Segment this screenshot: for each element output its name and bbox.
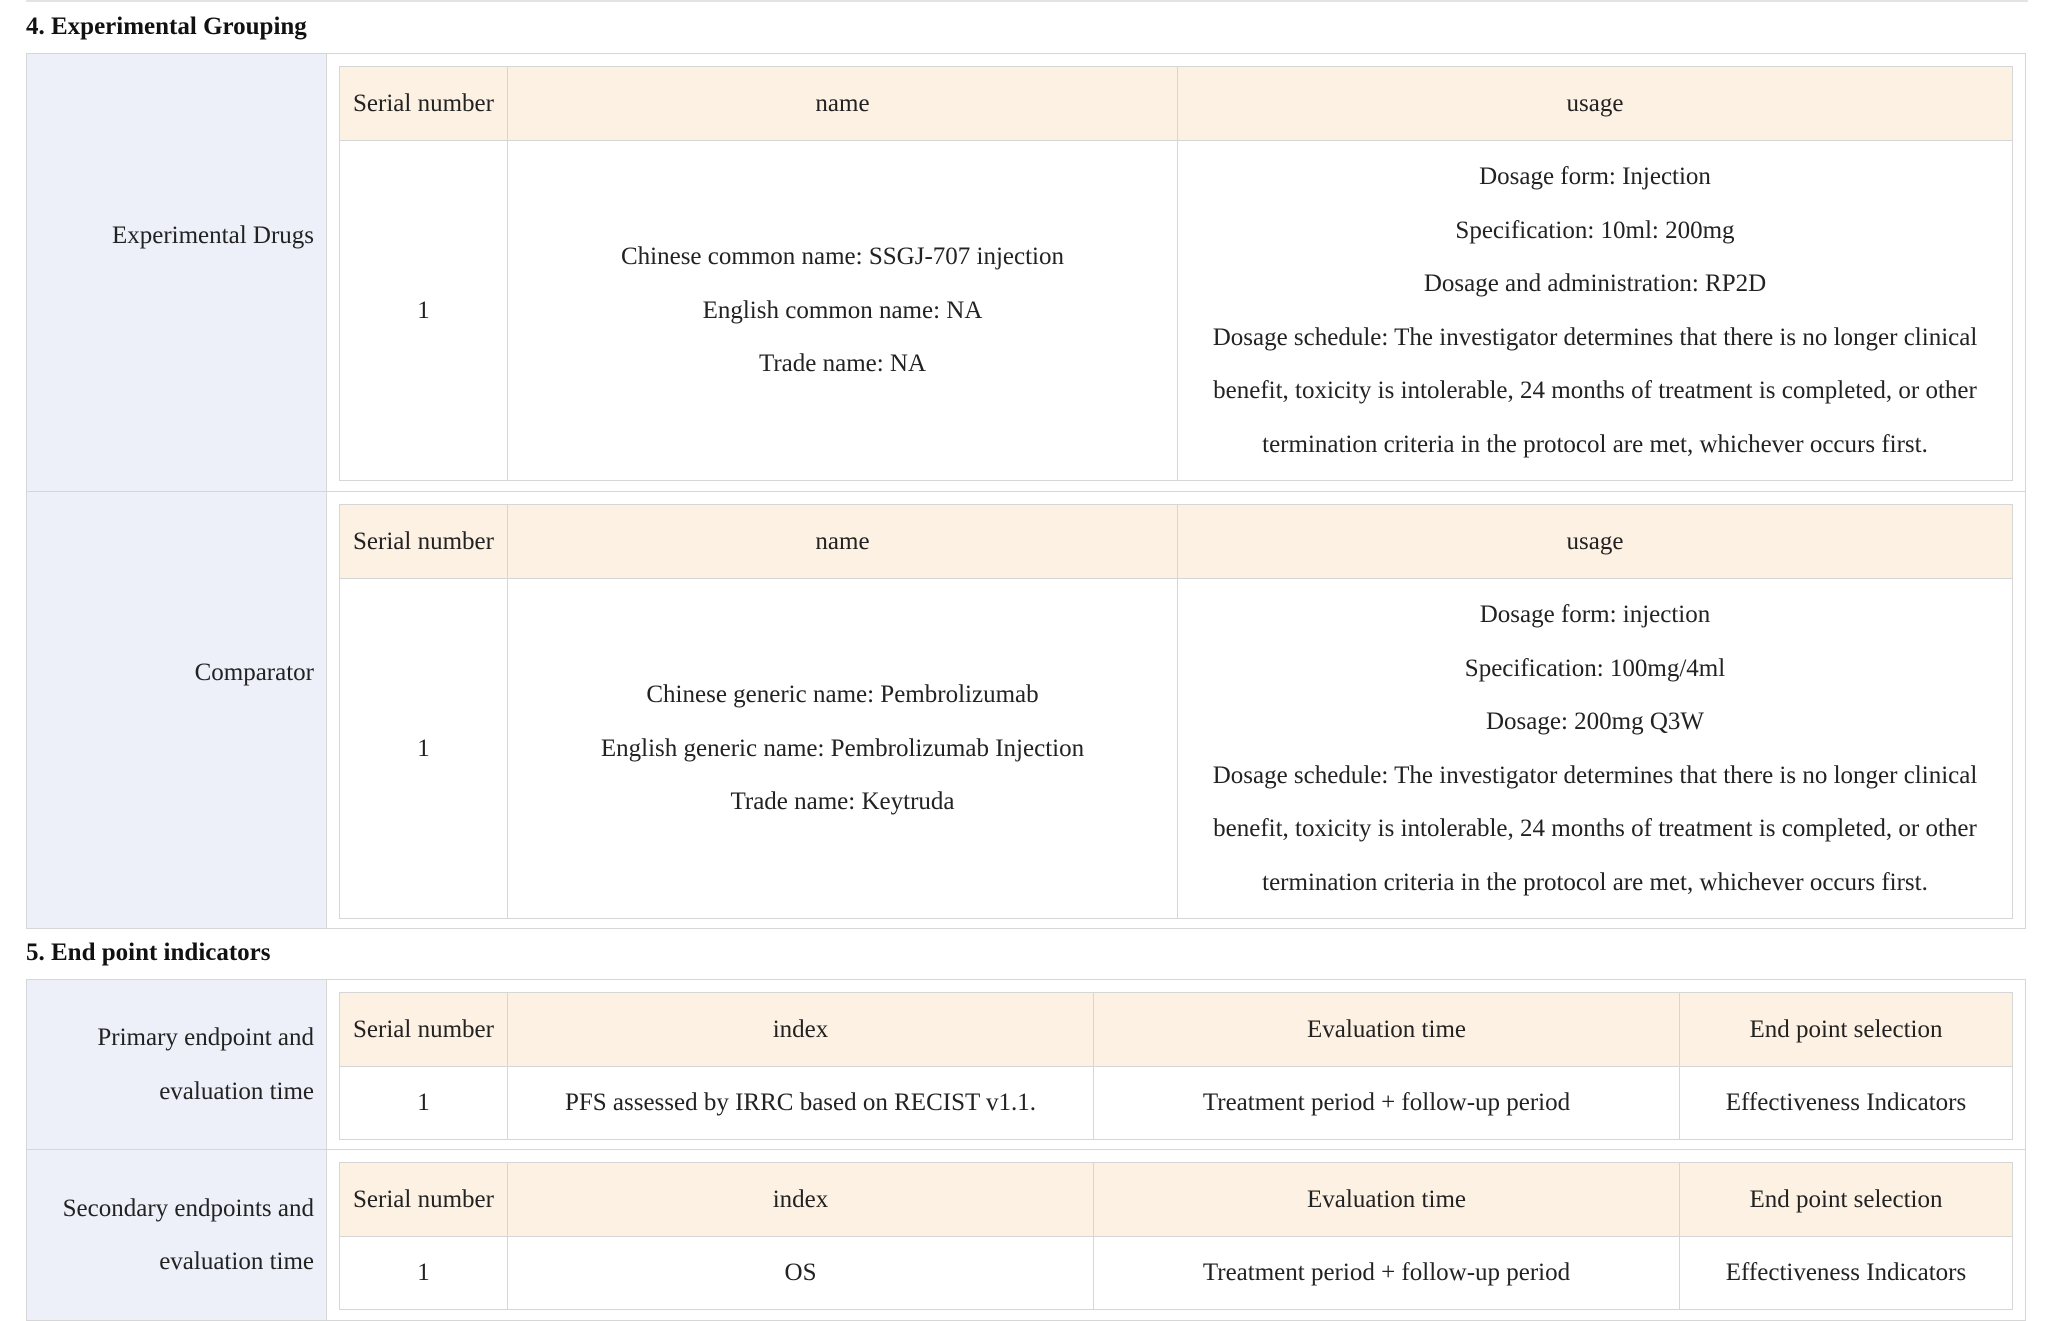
drug-table <box>339 66 2013 481</box>
cell-serial: 1 <box>340 1237 508 1310</box>
cell-end-point-selection: Effectiveness Indicators <box>1680 1067 2013 1140</box>
usage-line: Dosage schedule: The investigator determines that there is no longer clinical <box>1212 761 1978 789</box>
name-line: English common name: NA <box>702 296 983 324</box>
row-label-text: Secondary endpoints and <box>62 1194 314 1222</box>
header-end-point-selection: End point selection <box>1680 993 2013 1067</box>
drug-table <box>339 504 2013 919</box>
cell-serial: 1 <box>340 1067 508 1140</box>
row-label <box>27 1150 327 1320</box>
grouping-row-comparator <box>27 492 2025 928</box>
table-header-row <box>340 1163 2013 1237</box>
cell-index: PFS assessed by IRRC based on RECIST v1.1. <box>508 1067 1094 1140</box>
row-content <box>327 54 2025 491</box>
header-serial-number: Serial number <box>340 993 508 1067</box>
table-row <box>340 579 2013 919</box>
section-title-experimental-grouping: 4. Experimental Grouping <box>26 13 307 40</box>
row-label <box>27 54 327 491</box>
cell-name <box>508 579 1178 919</box>
cell-usage <box>1178 141 2013 481</box>
header-serial-number: Serial number <box>340 67 508 141</box>
header-index: index <box>508 1163 1094 1237</box>
row-label-text: evaluation time <box>159 1248 314 1275</box>
cell-index: OS <box>508 1237 1094 1310</box>
header-serial-number: Serial number <box>340 505 508 579</box>
usage-line: Dosage form: Injection <box>1479 163 1711 190</box>
row-content <box>327 1150 2025 1320</box>
table-row <box>340 1237 2013 1310</box>
usage-line: termination criteria in the protocol are met, whichever occurs first. <box>1262 430 1928 458</box>
row-label-text: Primary endpoint and <box>97 1024 314 1051</box>
usage-line: benefit, toxicity is intolerable, 24 months of treatment is completed, or other <box>1213 377 1977 404</box>
endpoint-inner-table <box>339 1162 2013 1310</box>
cell-evaluation-time: Treatment period + follow-up period <box>1094 1067 1680 1140</box>
name-line: English generic name: Pembrolizumab Injection <box>600 734 1085 762</box>
name-line: Chinese common name: SSGJ-707 injection <box>620 243 1064 271</box>
endpoint-row-secondary <box>27 1150 2025 1320</box>
name-line: Trade name: Keytruda <box>730 788 955 816</box>
cell-evaluation-time: Treatment period + follow-up period <box>1094 1237 1680 1310</box>
table-header-row <box>340 993 2013 1067</box>
row-content <box>327 492 2025 928</box>
experimental-grouping-table <box>26 53 2026 929</box>
header-index: index <box>508 993 1094 1067</box>
top-divider <box>26 0 2028 2</box>
endpoint-row-primary <box>27 980 2025 1150</box>
header-serial-number: Serial number <box>340 1163 508 1237</box>
table-header-row <box>340 67 2013 141</box>
cell-name <box>508 141 1178 481</box>
usage-line: Specification: 100mg/4ml <box>1464 654 1726 682</box>
usage-line: benefit, toxicity is intolerable, 24 months of treatment is completed, or other <box>1213 815 1977 842</box>
cell-end-point-selection: Effectiveness Indicators <box>1680 1237 2013 1310</box>
table-header-row <box>340 505 2013 579</box>
name-line: Trade name: NA <box>758 350 927 378</box>
cell-serial: 1 <box>340 579 508 919</box>
row-content <box>327 980 2025 1149</box>
row-label <box>27 492 327 928</box>
name-line: Chinese generic name: Pembrolizumab <box>646 681 1039 709</box>
header-evaluation-time: Evaluation time <box>1094 993 1680 1067</box>
usage-line: Dosage form: injection <box>1479 601 1711 628</box>
usage-line: Specification: 10ml: 200mg <box>1455 216 1735 244</box>
row-label-text: Experimental Drugs <box>111 221 314 249</box>
row-label-text: evaluation time <box>159 1077 314 1105</box>
header-usage: usage <box>1178 67 2013 141</box>
header-evaluation-time: Evaluation time <box>1094 1163 1680 1237</box>
row-label <box>27 980 327 1149</box>
usage-line: termination criteria in the protocol are met, whichever occurs first. <box>1262 868 1928 896</box>
usage-line: Dosage: 200mg Q3W <box>1485 708 1705 735</box>
header-name: name <box>508 505 1178 579</box>
cell-serial: 1 <box>340 141 508 481</box>
header-usage: usage <box>1178 505 2013 579</box>
section-title-end-point-indicators: 5. End point indicators <box>26 939 271 966</box>
header-name: name <box>508 67 1178 141</box>
table-row <box>340 141 2013 481</box>
cell-usage <box>1178 579 2013 919</box>
table-row <box>340 1067 2013 1140</box>
endpoint-table <box>26 979 2026 1321</box>
endpoint-inner-table <box>339 992 2013 1140</box>
header-end-point-selection: End point selection <box>1680 1163 2013 1237</box>
grouping-row-experimental-drugs <box>27 54 2025 492</box>
usage-line: Dosage schedule: The investigator determines that there is no longer clinical <box>1212 323 1978 351</box>
row-label-text: Comparator <box>194 659 314 686</box>
usage-line: Dosage and administration: RP2D <box>1423 270 1767 297</box>
